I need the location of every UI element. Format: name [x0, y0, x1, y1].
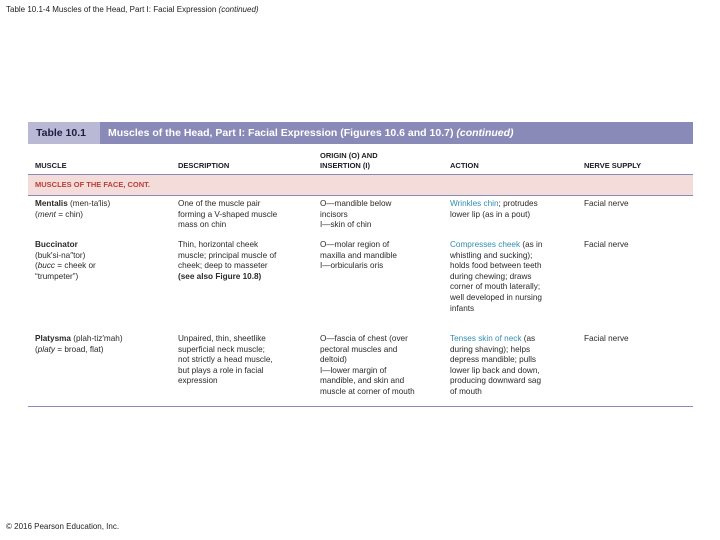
section-header — [28, 175, 693, 196]
col-header-muscle: MUSCLE — [35, 161, 67, 170]
muscle-name-cell: Platysma (plah-tiz′mah) (platy = broad, flat) — [35, 334, 123, 354]
table-bottom-rule — [28, 406, 693, 407]
muscle-name-cell: Buccinator (buk′si-na″tor) (bucc = cheek or “trumpeter”) — [35, 240, 96, 281]
description-cell: Unpaired, thin, sheetlike superficial neck muscle; not strictly a head muscle, but plays a role in facial expression — [178, 334, 273, 386]
col-header-action: ACTION — [450, 161, 479, 170]
slide-title: Table 10.1-4 Muscles of the Head, Part I: Facial Expression (continued) — [6, 5, 259, 14]
nerve-cell: Facial nerve — [584, 240, 629, 249]
origin-insertion-cell: O—fascia of chest (over pectoral muscles and deltoid) I—lower margin of mandible, and skin and muscle at corner of mouth — [320, 334, 415, 396]
origin-insertion-cell: O—mandible below incisors I—skin of chin — [320, 199, 392, 230]
action-cell: Compresses cheek (as in whistling and sucking); holds food between teeth during chewing; draws corner of mouth laterally; well developed in nursing infants — [450, 240, 543, 313]
table-label: Table 10.1 — [28, 122, 100, 144]
table-row-platysma — [28, 331, 693, 406]
origin-insertion-cell: O—molar region of maxilla and mandible I—orbicularis oris — [320, 240, 397, 271]
table-row-buccinator — [28, 237, 693, 331]
muscle-name-cell: Mentalis (men-ta′lis) (ment = chin) — [35, 199, 111, 219]
col-header-nerve: NERVE SUPPLY — [584, 161, 642, 170]
action-cell: Tenses skin of neck (as during shaving); helps depress mandible; pulls lower lip back and down, producing downward sag of mouth — [450, 334, 542, 396]
table-row-mentalis — [28, 196, 693, 237]
col-header-origin-line1: ORIGIN (O) AND — [320, 151, 378, 160]
description-cell: One of the muscle pair forming a V-shaped muscle mass on chin — [178, 199, 278, 230]
copyright-notice: © 2016 Pearson Education, Inc. — [6, 522, 120, 531]
column-headers — [28, 144, 693, 175]
section-title: MUSCLES OF THE FACE, CONT. — [35, 180, 151, 189]
action-cell: Wrinkles chin; protrudes lower lip (as in a pout) — [450, 199, 538, 219]
table-header — [28, 122, 693, 144]
col-header-description: DESCRIPTION — [178, 161, 230, 170]
nerve-cell: Facial nerve — [584, 199, 629, 208]
muscle-table — [28, 122, 693, 407]
nerve-cell: Facial nerve — [584, 334, 629, 343]
table-title: Muscles of the Head, Part I: Facial Expression (Figures 10.6 and 10.7) (continued) — [108, 127, 514, 139]
col-header-origin-line2: INSERTION (I) — [320, 161, 370, 170]
description-cell: Thin, horizontal cheek muscle; principal muscle of cheek; deep to masseter (see also Figure 10.8) — [178, 240, 277, 281]
